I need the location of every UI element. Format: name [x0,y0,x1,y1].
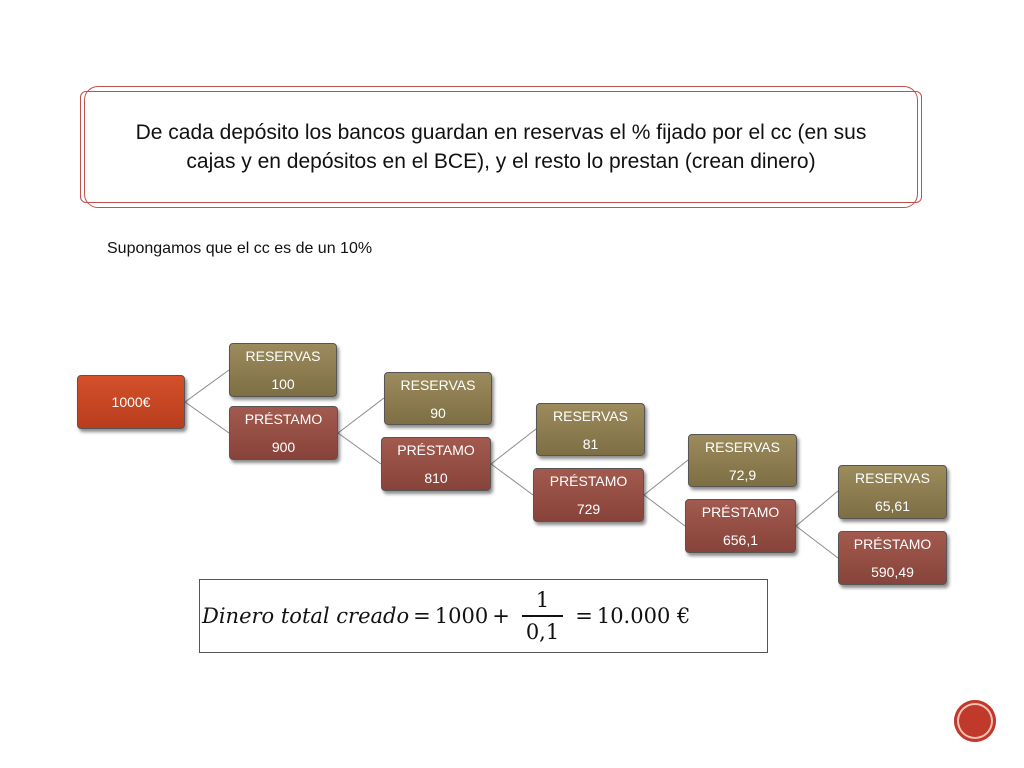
root-node-label: 1000€ [111,394,151,410]
connector-root-reserve [185,370,229,402]
connector-2-loan [491,464,533,495]
reserve-node-label: RESERVAS [855,470,930,486]
reserve-node-5 [838,465,947,519]
subtitle-text: Supongamos que el cc es de un 10% [107,240,373,257]
reserve-node-value: 100 [271,376,295,392]
formula-lhs: Dinero total creado [202,604,410,628]
reserve-node-label: RESERVAS [400,376,476,393]
loan-node-value: 729 [576,501,601,517]
connector-4-reserve [796,491,838,526]
loan-node-3 [533,468,644,522]
formula-first-term: 1000 [434,604,489,628]
formula-plus: + [492,604,510,628]
reserve-node-4 [688,434,797,487]
reserve-node-value: 65,61 [874,498,911,514]
reserve-node-value: 72,9 [728,466,757,483]
loan-node-label: PRÉSTAMO [701,504,780,520]
loan-node-value: 590,49 [871,564,914,580]
reserve-node-label: RESERVAS [245,348,321,364]
page-number-badge [954,700,996,742]
reserve-node-value: 90 [430,404,446,421]
connector-root-loan [185,402,229,433]
reserve-node-2 [384,372,492,425]
connector-1-reserve [338,398,384,433]
reserve-node-label: RESERVAS [705,438,780,455]
formula-box [199,579,768,653]
formula-equals-1: = [413,604,431,628]
loan-node-label: PRÉSTAMO [549,473,628,489]
slide-title: De cada depósito los bancos guardan en reservas el % fijado por el cc (en sus cajas y en depósitos en el BCE), y el resto lo prestan (crean dinero) [135,121,867,173]
reserve-node-3 [536,403,645,456]
connector-1-loan [338,433,381,464]
loan-node-value: 810 [424,470,448,486]
loan-node-2 [381,437,491,491]
loan-node-5 [838,531,947,585]
fraction-denominator: 0,1 [525,620,560,644]
connector-4-loan [796,526,838,558]
formula-result: 10.000 € [596,604,691,628]
root-node [77,375,185,429]
connector-3-reserve [644,460,688,495]
loan-node-4 [685,499,796,553]
loan-node-value: 656,1 [722,532,759,548]
loan-node-1 [229,406,338,460]
loan-node-label: PRÉSTAMO [397,442,475,458]
reserve-node-value: 81 [582,435,599,452]
loan-node-label: PRÉSTAMO [853,536,932,552]
connector-2-reserve [491,429,536,464]
formula-equals-2: = [575,604,593,628]
loan-node-label: PRÉSTAMO [244,411,323,427]
connector-3-loan [644,495,685,526]
loan-node-value: 900 [271,439,296,455]
reserve-node-label: RESERVAS [553,407,628,424]
reserve-node-1 [229,343,337,397]
fraction-numerator: 1 [535,588,550,612]
formula-fraction [522,585,563,647]
